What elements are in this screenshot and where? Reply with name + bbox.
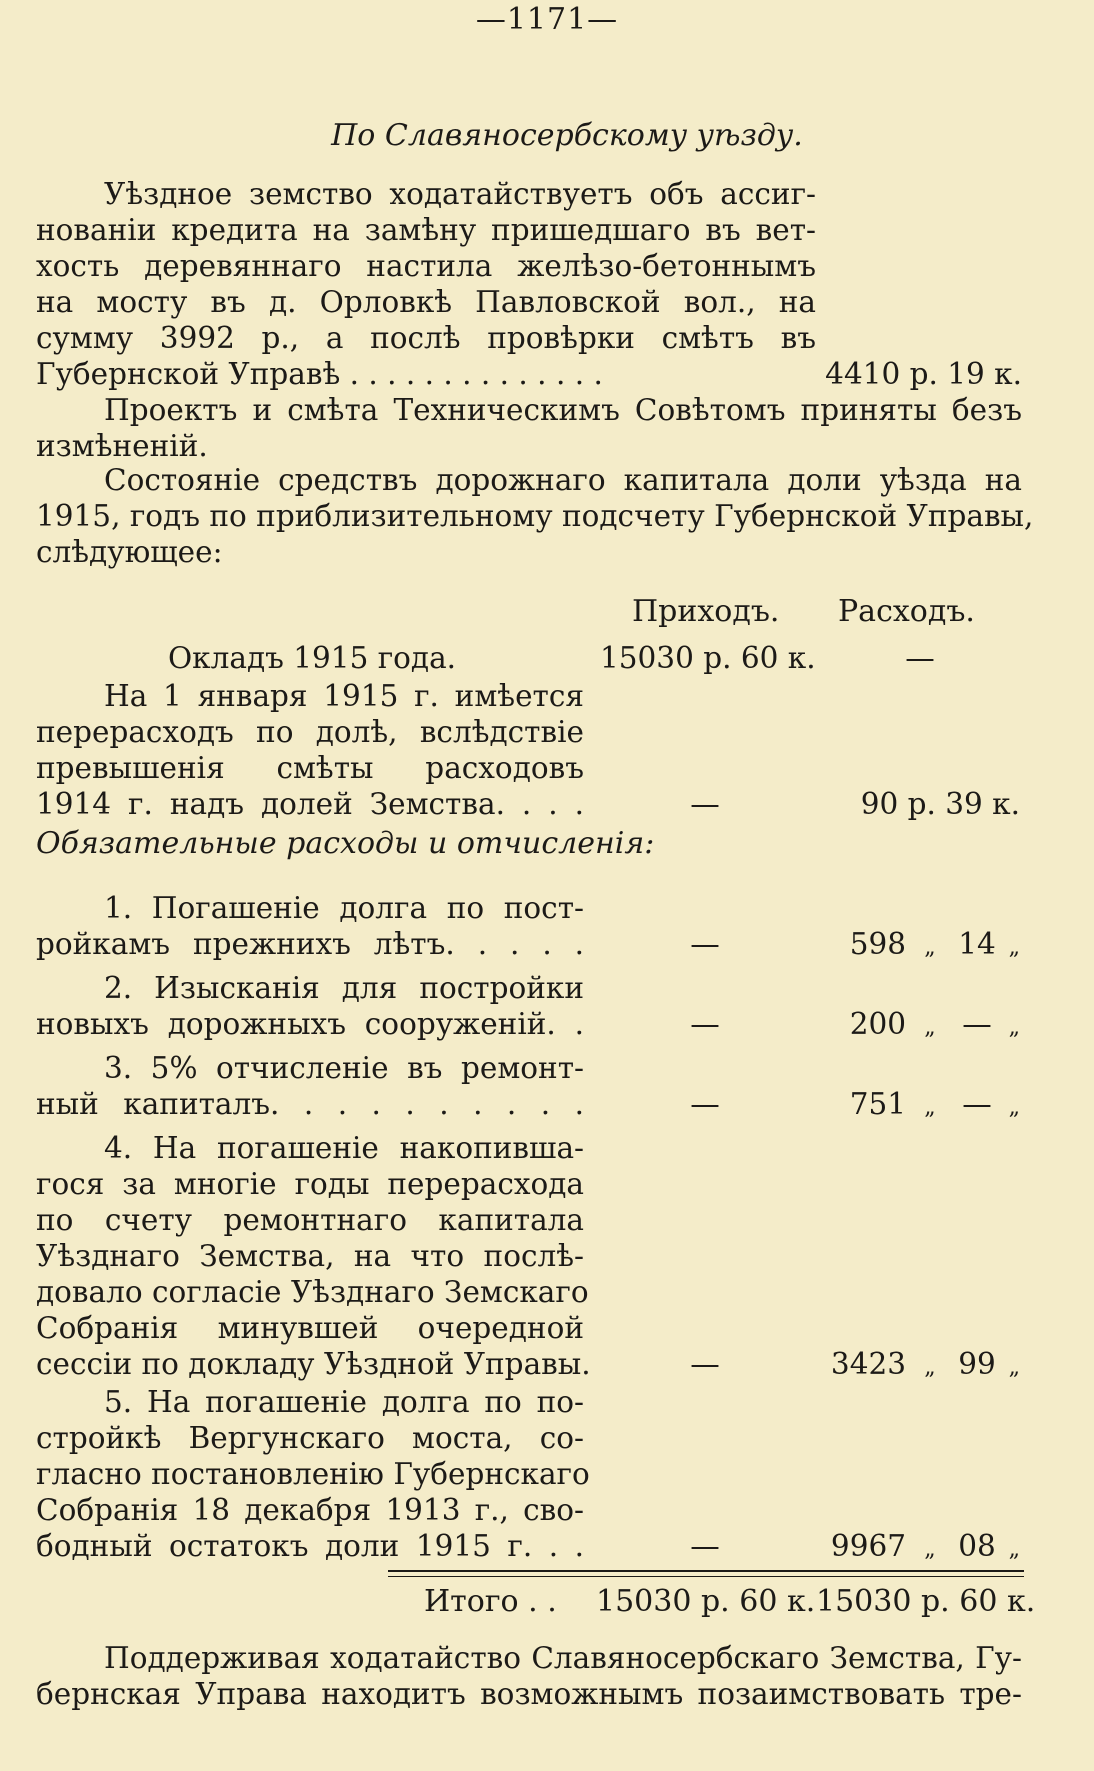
project-paragraph bbox=[36, 392, 1022, 464]
ditto-mark: „ bbox=[924, 1015, 936, 1040]
petition-amount: 4410 р. 19 к. bbox=[825, 357, 1022, 391]
text-line: 4. На погашеніе накопивша- bbox=[104, 1131, 584, 1165]
row-expense bbox=[820, 926, 1024, 966]
text-line: стройкѣ Вергунскаго моста, со- bbox=[36, 1421, 584, 1455]
text-line: ройкамъ прежнихъ лѣтъ. . . . . bbox=[36, 927, 584, 961]
text-line: 1. Погашеніе долга по пост- bbox=[104, 891, 584, 925]
petition-amount-line bbox=[36, 356, 1022, 392]
row-description bbox=[36, 890, 584, 962]
text-line: слѣдующее: bbox=[36, 535, 223, 569]
total-rule bbox=[388, 1570, 1024, 1572]
expense-column-header: Расходъ. bbox=[838, 594, 975, 629]
expense-kopecks: — bbox=[962, 1087, 992, 1121]
ditto-mark: „ bbox=[1008, 1355, 1020, 1380]
text-line: превышенія смѣты расходовъ bbox=[36, 751, 584, 785]
expense-kopecks: 99 bbox=[958, 1347, 996, 1381]
row-description bbox=[36, 678, 584, 822]
row-income: — bbox=[690, 1529, 720, 1563]
text-line: 3. 5% отчисленіе въ ремонт- bbox=[104, 1051, 584, 1085]
text-line: измѣненій. bbox=[36, 429, 208, 463]
text-line: бернская Управа находитъ возможнымъ позаимствовать тре- bbox=[36, 1677, 1022, 1711]
table-row bbox=[0, 970, 1094, 1042]
row-income: — bbox=[690, 1347, 720, 1381]
text-line: Проектъ и смѣта Техническимъ Совѣтомъ приняты безъ bbox=[104, 393, 1022, 427]
expense-rubles: 9967 bbox=[830, 1529, 906, 1563]
text-line: Собранія минувшей очередной bbox=[36, 1311, 584, 1345]
row-expense: 90 р. 39 к. bbox=[860, 787, 1020, 821]
text-line: сессіи по докладу Уѣздной Управы. bbox=[36, 1347, 591, 1381]
row-expense bbox=[820, 1086, 1024, 1126]
ditto-mark: „ bbox=[924, 1355, 936, 1380]
table-row bbox=[0, 640, 1094, 676]
table-row bbox=[0, 1130, 1094, 1382]
expense-kopecks: 14 bbox=[958, 927, 996, 961]
section-heading: По Славяносербскому уѣзду. bbox=[331, 118, 803, 153]
text-line: 2. Изысканія для постройки bbox=[104, 971, 584, 1005]
text-line: На 1 января 1915 г. имѣется bbox=[104, 679, 584, 713]
row-description bbox=[36, 1130, 591, 1382]
expense-rubles: 598 bbox=[849, 927, 906, 961]
text-line: новыхъ дорожныхъ сооруженій. . bbox=[36, 1007, 584, 1041]
ditto-mark: „ bbox=[1008, 1015, 1020, 1040]
total-expense: 15030 р. 60 к. bbox=[816, 1584, 1036, 1619]
row-income: — bbox=[690, 787, 720, 821]
text-line: Поддерживая ходатайство Славяносербскаго Земства, Гу- bbox=[104, 1641, 1022, 1675]
text-line: на мосту въ д. Орловкѣ Павловской вол., на bbox=[36, 285, 816, 319]
text-line: ный капиталъ. . . . . . . . . . bbox=[36, 1087, 584, 1121]
support-paragraph bbox=[36, 1640, 1022, 1712]
text-line: довало согласіе Уѣзднаго Земскаго bbox=[36, 1275, 589, 1309]
row-description bbox=[36, 1384, 590, 1564]
text-line: 5. На погашеніе долга по по- bbox=[104, 1385, 584, 1419]
text-line: Уѣзднаго Земства, на что послѣ- bbox=[36, 1239, 584, 1273]
expense-rubles: 3423 bbox=[830, 1347, 906, 1381]
expense-rubles: 751 bbox=[849, 1087, 906, 1121]
row-description bbox=[36, 1050, 584, 1122]
ditto-mark: „ bbox=[924, 1537, 936, 1562]
text-line: нованіи кредита на замѣну пришедшаго въ вет- bbox=[36, 213, 816, 247]
text-line: Собранія 18 декабря 1913 г., сво- bbox=[36, 1493, 584, 1527]
text-line: гося за многіе годы перерасхода bbox=[36, 1167, 584, 1201]
table-row bbox=[0, 678, 1094, 822]
capital-state-paragraph bbox=[36, 462, 1034, 570]
obligatory-expenses-title: Обязательные расходы и отчисленія: bbox=[36, 826, 655, 861]
ditto-mark: „ bbox=[924, 935, 936, 960]
text-line: 1915, годъ по приблизительному подсчету Губернской Управы, bbox=[36, 499, 1034, 533]
ditto-mark: „ bbox=[1008, 935, 1020, 960]
ditto-mark: „ bbox=[1008, 1537, 1020, 1562]
table-row bbox=[0, 1050, 1094, 1122]
row-expense bbox=[820, 1006, 1024, 1046]
row-expense: — bbox=[905, 641, 935, 675]
total-rule bbox=[388, 1576, 1024, 1577]
expense-kopecks: — bbox=[962, 1007, 992, 1041]
table-row bbox=[0, 890, 1094, 962]
total-income: 15030 р. 60 к. bbox=[596, 1584, 816, 1619]
expense-rubles: 200 bbox=[849, 1007, 906, 1041]
ditto-mark: „ bbox=[924, 1095, 936, 1120]
text-line: Состояніе средствъ дорожнаго капитала доли уѣзда на bbox=[104, 463, 1022, 497]
text-line: Губернской Управѣ . . . . . . . . . . . . . . bbox=[36, 357, 603, 391]
row-expense bbox=[820, 1346, 1024, 1386]
text-line: сумму 3992 р., а послѣ провѣрки смѣтъ въ bbox=[36, 321, 816, 355]
income-column-header: Приходъ. bbox=[632, 594, 780, 629]
total-label: Итого . . bbox=[424, 1584, 557, 1619]
row-expense bbox=[820, 1528, 1024, 1568]
text-line: гласно постановленію Губернскаго bbox=[36, 1457, 590, 1491]
row-income: — bbox=[690, 927, 720, 961]
row-income: 15030 р. 60 к. bbox=[600, 641, 816, 675]
row-description bbox=[36, 970, 584, 1042]
row-income: — bbox=[690, 1007, 720, 1041]
text-line: Уѣздное земство ходатайствуетъ объ ассиг- bbox=[104, 177, 816, 211]
row-income: — bbox=[690, 1087, 720, 1121]
petition-paragraph bbox=[36, 176, 1022, 356]
ditto-mark: „ bbox=[1008, 1095, 1020, 1120]
text-line: Окладъ 1915 года. bbox=[168, 641, 457, 675]
text-line: хость деревяннаго настила желѣзо-бетоннымъ bbox=[36, 249, 816, 283]
expense-kopecks: 08 bbox=[958, 1529, 996, 1563]
page-number: —1171— bbox=[475, 2, 619, 37]
table-row bbox=[0, 1384, 1094, 1564]
text-line: перерасходъ по долѣ, вслѣдствіе bbox=[36, 715, 584, 749]
text-line: 1914 г. надъ долей Земства. . . . bbox=[36, 787, 584, 821]
text-line: по счету ремонтнаго капитала bbox=[36, 1203, 584, 1237]
text-line: бодный остатокъ доли 1915 г. . . bbox=[36, 1529, 584, 1563]
